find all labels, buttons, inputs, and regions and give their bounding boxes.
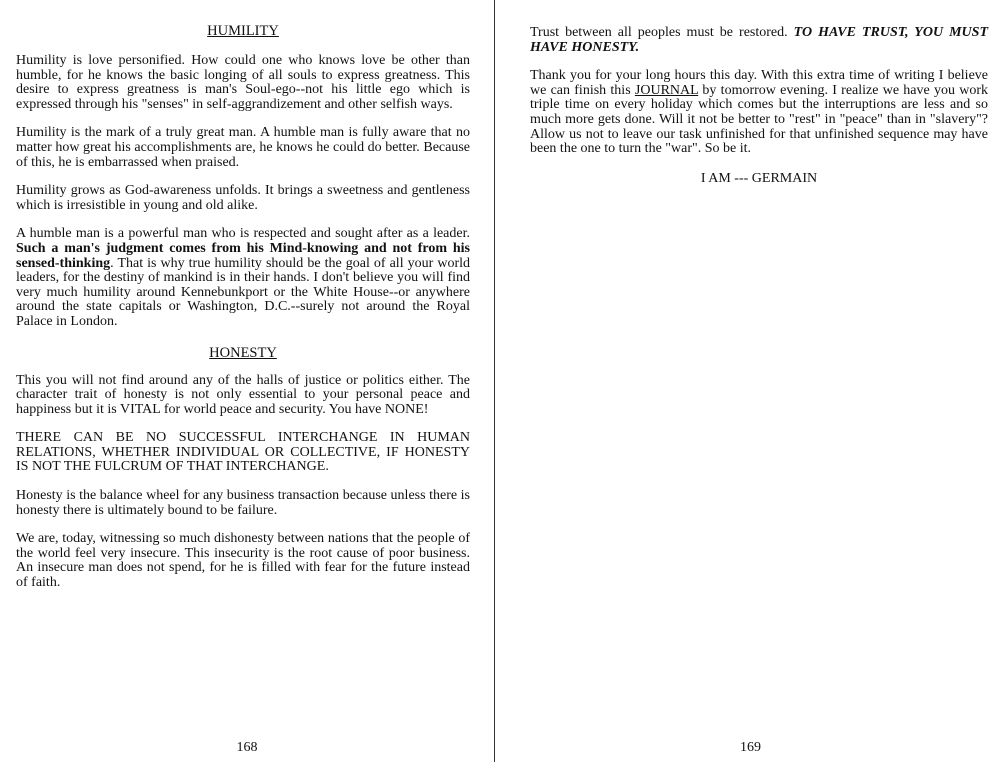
thank-you-rest: by tomorrow evening. I realize we have you work triple time on every holiday which comes but the interruptions are less and so much more gets done. Will it not be better to "rest" in "peace" than in "slavery"? Allow us not to leave our task unfinished for that unfinished sequence may have been the one to turn the "war". So be it. — [530, 82, 989, 157]
thank-you-intro: Thank you for your long hours this day. With this extra time of writing I believe we can finish this — [530, 68, 988, 98]
humility-paragraph-1: Humility is love personified. How could one who knows love be other than humble, for he knows the basic longing of all souls to express greatness. This desire to express greatness is man's Soul-ego--not his little ego which is expressed through his "senses" in self-aggrandizement and other selfish ways. — [16, 53, 470, 112]
page-number-left: 168 — [236, 740, 258, 755]
right-paragraph-1 — [530, 26, 988, 55]
journal-word: JOURNAL — [634, 82, 699, 98]
right-page — [497, 0, 1004, 762]
page-number-right: 169 — [740, 740, 761, 755]
signature: I AM --- GERMAIN — [700, 170, 818, 186]
trust-emphasis: TO HAVE TRUST, YOU MUST HAVE HONESTY. — [530, 25, 988, 55]
paragraph-4-bold-emphasis: Such a man's judgment comes from his Mind-knowing and not from his sensed-thinking — [16, 240, 470, 271]
honesty-paragraph-1: This you will not find around any of the halls of justice or politics either. The character trait of honesty is not only essential to your personal peace and happiness but it is VITAL for world peace and security. You have NONE! — [16, 372, 470, 417]
right-paragraph-2 — [530, 69, 988, 157]
honesty-heading: HONESTY — [209, 344, 277, 361]
book-spine-divider — [494, 0, 495, 762]
honesty-paragraph-4: We are, today, witnessing so much dishonesty between nations that the people of the world feel very insecure. This insecurity is the root cause of poor business. An insecure man does not spend, for he is filled with fear for the future instead of faith. — [16, 531, 470, 591]
honesty-paragraph-2-caps: THERE CAN BE NO SUCCESSFUL INTERCHANGE IN HUMAN RELATIONS, WHETHER INDIVIDUAL OR COLLECTIVE, IF HONESTY IS NOT THE FULCRUM OF THAT INTERCHANGE. — [16, 430, 470, 475]
paragraph-4-rest: . That is why true humility should be the goal of all your world leaders, for the destiny of mankind is in their hands. I don't believe you will find very much humility around Kennebunkport or the White House--or anywhere around the state capitals or Washington, D.C.--surely not around the Royal Palace in London. — [16, 255, 470, 329]
paragraph-4-intro: A humble man is a powerful man who is respected and sought after as a leader. — [16, 226, 470, 242]
humility-paragraph-3: Humility grows as God-awareness unfolds. It brings a sweetness and gentleness which is irresistible in young and old alike. — [16, 183, 470, 213]
trust-sentence: Trust between all peoples must be restored. — [530, 25, 794, 40]
humility-heading: HUMILITY — [207, 23, 279, 39]
humility-paragraph-2: Humility is the mark of a truly great man. A humble man is fully aware that no matter how great his accomplishments are, he knows he could do better. Because of this, he is embarrassed when praised. — [16, 125, 470, 170]
humility-paragraph-4 — [16, 227, 470, 329]
left-page — [0, 0, 494, 762]
honesty-paragraph-3: Honesty is the balance wheel for any business transaction because unless there is honesty there is ultimately bound to be failure. — [16, 488, 470, 518]
